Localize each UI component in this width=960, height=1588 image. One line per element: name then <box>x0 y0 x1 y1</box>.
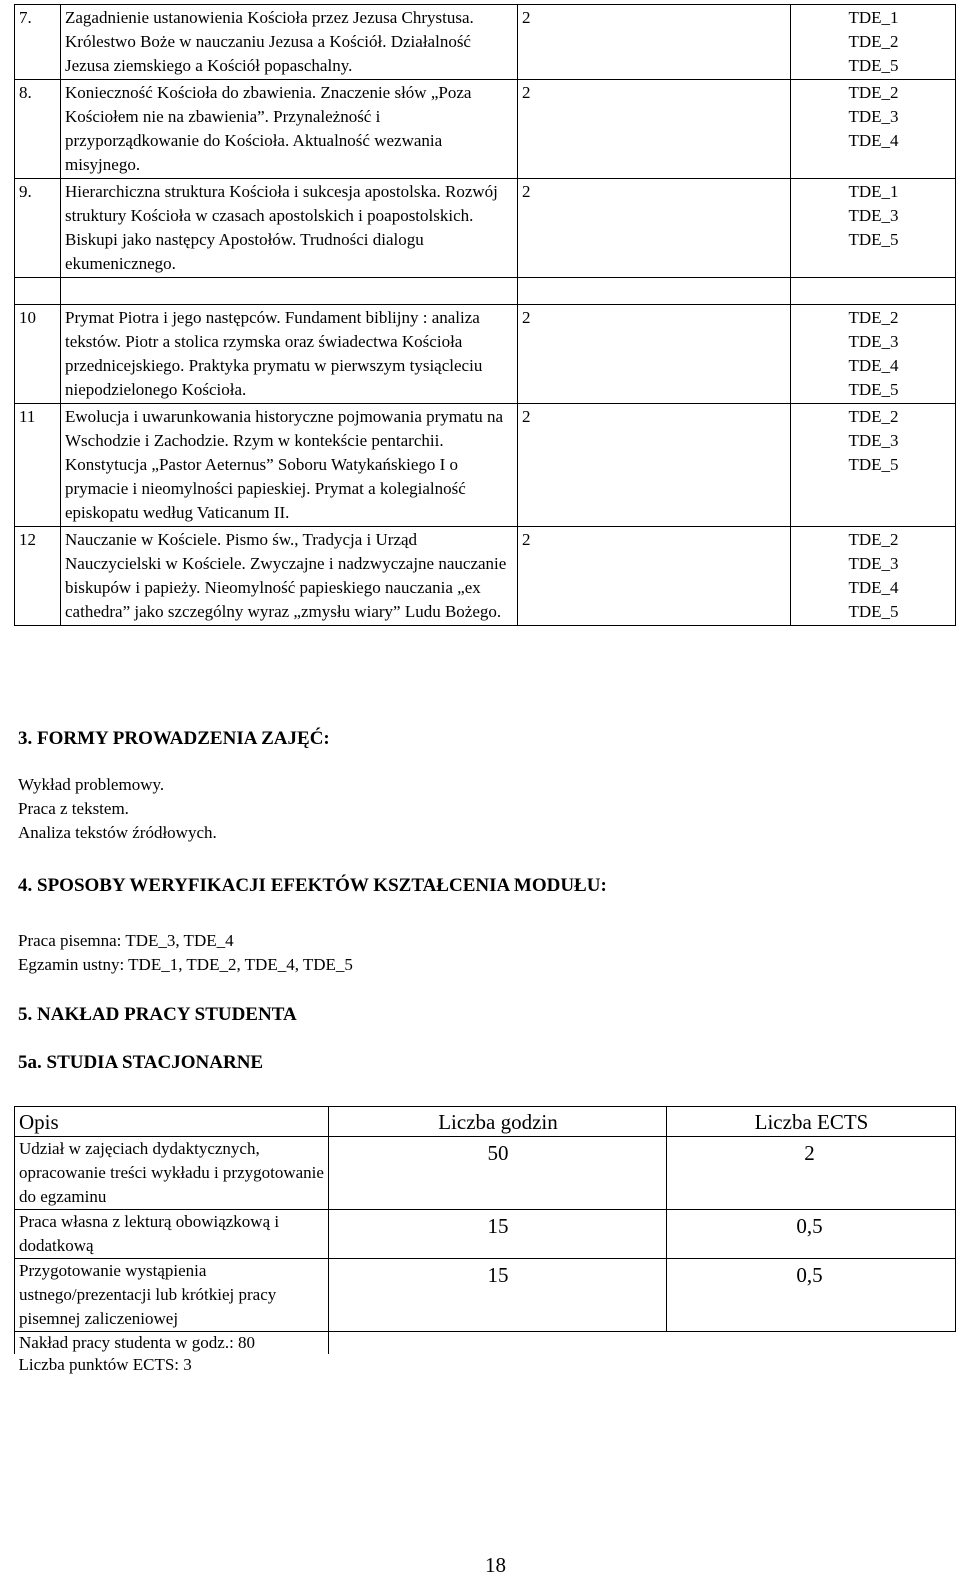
topic-description: Nauczanie w Kościele. Pismo św., Tradycja i Urząd Nauczycielski w Kościele. Zwyczajne i nadzwyczajne nauczanie biskupów i papieży. Nieomylność papieskiego nauczania „ex cathedra” jako szczególny wyraz „zmysłu wiary” Ludu Bożego. <box>61 527 518 626</box>
workload-ects: 0,5 <box>667 1210 956 1259</box>
topic-description: Ewolucja i uwarunkowania historyczne pojmowania prymatu na Wschodzie i Zachodzie. Rzym w kontekście pentarchii. Konstytucja „Pastor Aeternus” Soboru Watykańskiego I o prymacie i nieomylności papieskiej. Prymat a kolegialność episkopatu według Vaticanum II. <box>61 404 518 527</box>
topic-hours: 2 <box>518 5 791 80</box>
section-4-heading: 4. SPOSOBY WERYFIKACJI EFEKTÓW KSZTAŁCENIA MODUŁU: <box>18 875 607 896</box>
workload-ects: 0,5 <box>667 1259 956 1332</box>
effect-code: TDE_2 <box>848 308 899 327</box>
table-row <box>15 527 956 626</box>
workload-hours: 50 <box>329 1137 667 1210</box>
topic-hours: 2 <box>518 80 791 179</box>
section-3-heading: 3. FORMY PROWADZENIA ZAJĘĆ: <box>18 728 330 749</box>
topic-description: Zagadnienie ustanowienia Kościoła przez Jezusa Chrystusa. Królestwo Boże w nauczaniu Jezusa a Kościół. Działalność Jezusa ziemskiego a Kościół popaschalny. <box>61 5 518 80</box>
effect-code: TDE_4 <box>848 356 899 375</box>
table-row <box>15 404 956 527</box>
column-header-description: Opis <box>15 1107 329 1137</box>
topic-effects <box>791 527 956 626</box>
topic-effects <box>791 80 956 179</box>
table-row <box>15 1137 956 1210</box>
topics-table <box>14 4 956 626</box>
workload-ects: 2 <box>667 1137 956 1210</box>
workload-description: Praca własna z lekturą obowiązkową i dodatkową <box>15 1210 329 1259</box>
table-row <box>15 80 956 179</box>
effect-code: TDE_4 <box>848 131 899 150</box>
table-row <box>15 1259 956 1332</box>
topic-hours: 2 <box>518 179 791 278</box>
effect-code: TDE_2 <box>848 32 899 51</box>
topic-number: 8. <box>15 80 61 179</box>
verification-method: Praca pisemna: TDE_3, TDE_4 <box>18 931 234 950</box>
table-row <box>15 179 956 278</box>
table-header-row <box>15 1107 956 1137</box>
topic-hours: 2 <box>518 527 791 626</box>
column-header-ects: Liczba ECTS <box>667 1107 956 1137</box>
teaching-form: Analiza tekstów źródłowych. <box>18 823 217 842</box>
table-row <box>15 1210 956 1259</box>
effect-code: TDE_5 <box>848 230 899 249</box>
workload-total-hours: Nakład pracy studenta w godz.: 80 <box>15 1332 329 1355</box>
topic-number: 10 <box>15 305 61 404</box>
topic-hours: 2 <box>518 404 791 527</box>
workload-description: Udział w zajęciach dydaktycznych, opracowanie treści wykładu i przygotowanie do egzaminu <box>15 1137 329 1210</box>
effect-code: TDE_2 <box>848 530 899 549</box>
effect-code: TDE_2 <box>848 83 899 102</box>
topic-effects <box>791 179 956 278</box>
topic-effects <box>791 305 956 404</box>
topic-number: 7. <box>15 5 61 80</box>
effect-code: TDE_1 <box>848 8 899 27</box>
effect-code: TDE_2 <box>848 407 899 426</box>
effect-code: TDE_3 <box>848 554 899 573</box>
workload-total-ects: Liczba punktów ECTS: 3 <box>18 1355 192 1374</box>
topic-description: Prymat Piotra i jego następców. Fundament biblijny : analiza tekstów. Piotr a stolica rzymska oraz świadectwa Kościoła przednicejskiego. Praktyka prymatu w pierwszym tysiącleciu niepodzielonego Kościoła. <box>61 305 518 404</box>
effect-code: TDE_5 <box>848 56 899 75</box>
effect-code: TDE_5 <box>848 455 899 474</box>
table-row-empty <box>15 278 956 305</box>
topic-effects <box>791 404 956 527</box>
topic-number: 9. <box>15 179 61 278</box>
teaching-form: Wykład problemowy. <box>18 775 165 794</box>
workload-hours: 15 <box>329 1259 667 1332</box>
effect-code: TDE_1 <box>848 182 899 201</box>
effect-code: TDE_5 <box>848 602 899 621</box>
effect-code: TDE_5 <box>848 380 899 399</box>
workload-total-ects-row <box>15 1354 956 1376</box>
effect-code: TDE_3 <box>848 107 899 126</box>
section-5-heading: 5. NAKŁAD PRACY STUDENTA <box>18 1004 297 1025</box>
workload-description: Przygotowanie wystąpienia ustnego/prezentacji lub krótkiej pracy pisemnej zaliczeniowej <box>15 1259 329 1332</box>
topic-number: 11 <box>15 404 61 527</box>
section-5a-heading: 5a. STUDIA STACJONARNE <box>18 1052 264 1073</box>
workload-total-hours-row <box>15 1332 956 1355</box>
table-row <box>15 305 956 404</box>
topic-effects <box>791 5 956 80</box>
workload-table <box>14 1106 956 1376</box>
topic-hours: 2 <box>518 305 791 404</box>
column-header-hours: Liczba godzin <box>329 1107 667 1137</box>
effect-code: TDE_3 <box>848 332 899 351</box>
effect-code: TDE_4 <box>848 578 899 597</box>
page-number: 18 <box>485 1553 506 1577</box>
teaching-form: Praca z tekstem. <box>18 799 129 818</box>
effect-code: TDE_3 <box>848 206 899 225</box>
topic-description: Konieczność Kościoła do zbawienia. Znaczenie słów „Poza Kościołem nie na zbawienia”. Przynależność i przyporządkowanie do Kościoła. Aktualność wezwania misyjnego. <box>61 80 518 179</box>
topic-description: Hierarchiczna struktura Kościoła i sukcesja apostolska. Rozwój struktury Kościoła w czasach apostolskich i poapostolskich. Biskupi jako następcy Apostołów. Trudności dialogu ekumenicznego. <box>61 179 518 278</box>
table-row <box>15 5 956 80</box>
verification-method: Egzamin ustny: TDE_1, TDE_2, TDE_4, TDE_5 <box>18 955 353 974</box>
workload-hours: 15 <box>329 1210 667 1259</box>
effect-code: TDE_3 <box>848 431 899 450</box>
topic-number: 12 <box>15 527 61 626</box>
